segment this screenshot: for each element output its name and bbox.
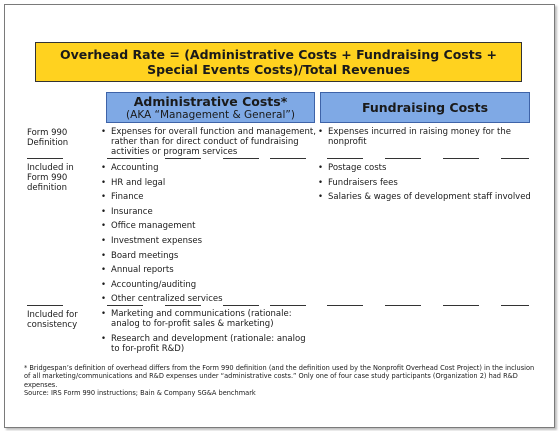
- administrative-costs-header: [106, 92, 315, 123]
- admin-definition-list: [101, 127, 316, 157]
- overhead-formula-title: Overhead Rate = (Administrative Costs + Fundraising Costs + Special Events Costs)/Total Revenues: [35, 42, 522, 82]
- row-separator: [165, 158, 201, 159]
- fund-included-list: [318, 163, 533, 202]
- row-separator: [107, 305, 143, 306]
- admin-included-item: • HR and legal: [101, 178, 316, 188]
- administrative-costs-title: Administrative Costs*: [133, 93, 288, 109]
- row-separator: [385, 305, 421, 306]
- footnote-source: Source: IRS Form 990 instructions; Bain & Company SG&A benchmark: [24, 389, 256, 398]
- admin-consistency-item: • Research and development (rationale: analog to for-profit R&D): [101, 334, 316, 354]
- fundraising-costs-title: Fundraising Costs: [361, 99, 489, 115]
- row-label-definition: Form 990 Definition: [27, 128, 69, 148]
- row-separator: [27, 158, 63, 159]
- row-separator: [501, 305, 529, 306]
- row-separator: [385, 158, 421, 159]
- row-separator: [27, 305, 63, 306]
- admin-included-item: • Office management: [101, 221, 316, 231]
- admin-definition-item: • Expenses for overall function and management, rather than for direct conduct of fundraising activities or program services: [101, 127, 316, 157]
- row-separator: [270, 305, 306, 306]
- row-separator: [443, 305, 479, 306]
- admin-included-item: • Finance: [101, 192, 316, 202]
- row-label-included: Included in Form 990 definition: [27, 163, 74, 193]
- admin-included-item: • Investment expenses: [101, 236, 316, 246]
- fundraising-costs-header: [320, 92, 530, 123]
- admin-included-item: • Annual reports: [101, 265, 316, 275]
- footnote: [24, 364, 536, 398]
- row-separator: [501, 158, 529, 159]
- row-separator: [443, 158, 479, 159]
- row-separator: [327, 158, 363, 159]
- row-separator: [270, 158, 306, 159]
- fund-included-item: • Postage costs: [318, 163, 533, 173]
- fund-included-item: • Fundraisers fees: [318, 178, 533, 188]
- administrative-costs-subtitle: (AKA “Management & General”): [126, 108, 295, 121]
- fund-included-item: • Salaries & wages of development staff involved: [318, 192, 533, 202]
- admin-consistency-list: [101, 309, 316, 354]
- admin-consistency-item: • Marketing and communications (rationale: analog to for-profit sales & marketing): [101, 309, 316, 329]
- admin-included-item: • Insurance: [101, 207, 316, 217]
- admin-included-item: • Board meetings: [101, 251, 316, 261]
- admin-included-item: • Accounting: [101, 163, 316, 173]
- admin-included-item: • Other centralized services: [101, 294, 316, 304]
- row-separator: [327, 305, 363, 306]
- row-label-consistency: Included for consistency: [27, 310, 78, 330]
- admin-included-item: • Accounting/auditing: [101, 280, 316, 290]
- fund-definition-list: [318, 127, 533, 147]
- footnote-note: * Bridgespan’s definition of overhead differs from the Form 990 definition (and the definition used by the Nonprofit Overhead Cost Project) in the inclusion of all marketing/communications and R&D expenses under “administrative costs.” Only one of four case study participants (Organization 2) had R&D expenses.: [24, 364, 535, 389]
- row-separator: [223, 158, 259, 159]
- row-separator: [107, 158, 143, 159]
- row-separator: [165, 305, 201, 306]
- admin-included-list: [101, 163, 316, 304]
- row-separator: [223, 305, 259, 306]
- fund-definition-item: • Expenses incurred in raising money for the nonprofit: [318, 127, 533, 147]
